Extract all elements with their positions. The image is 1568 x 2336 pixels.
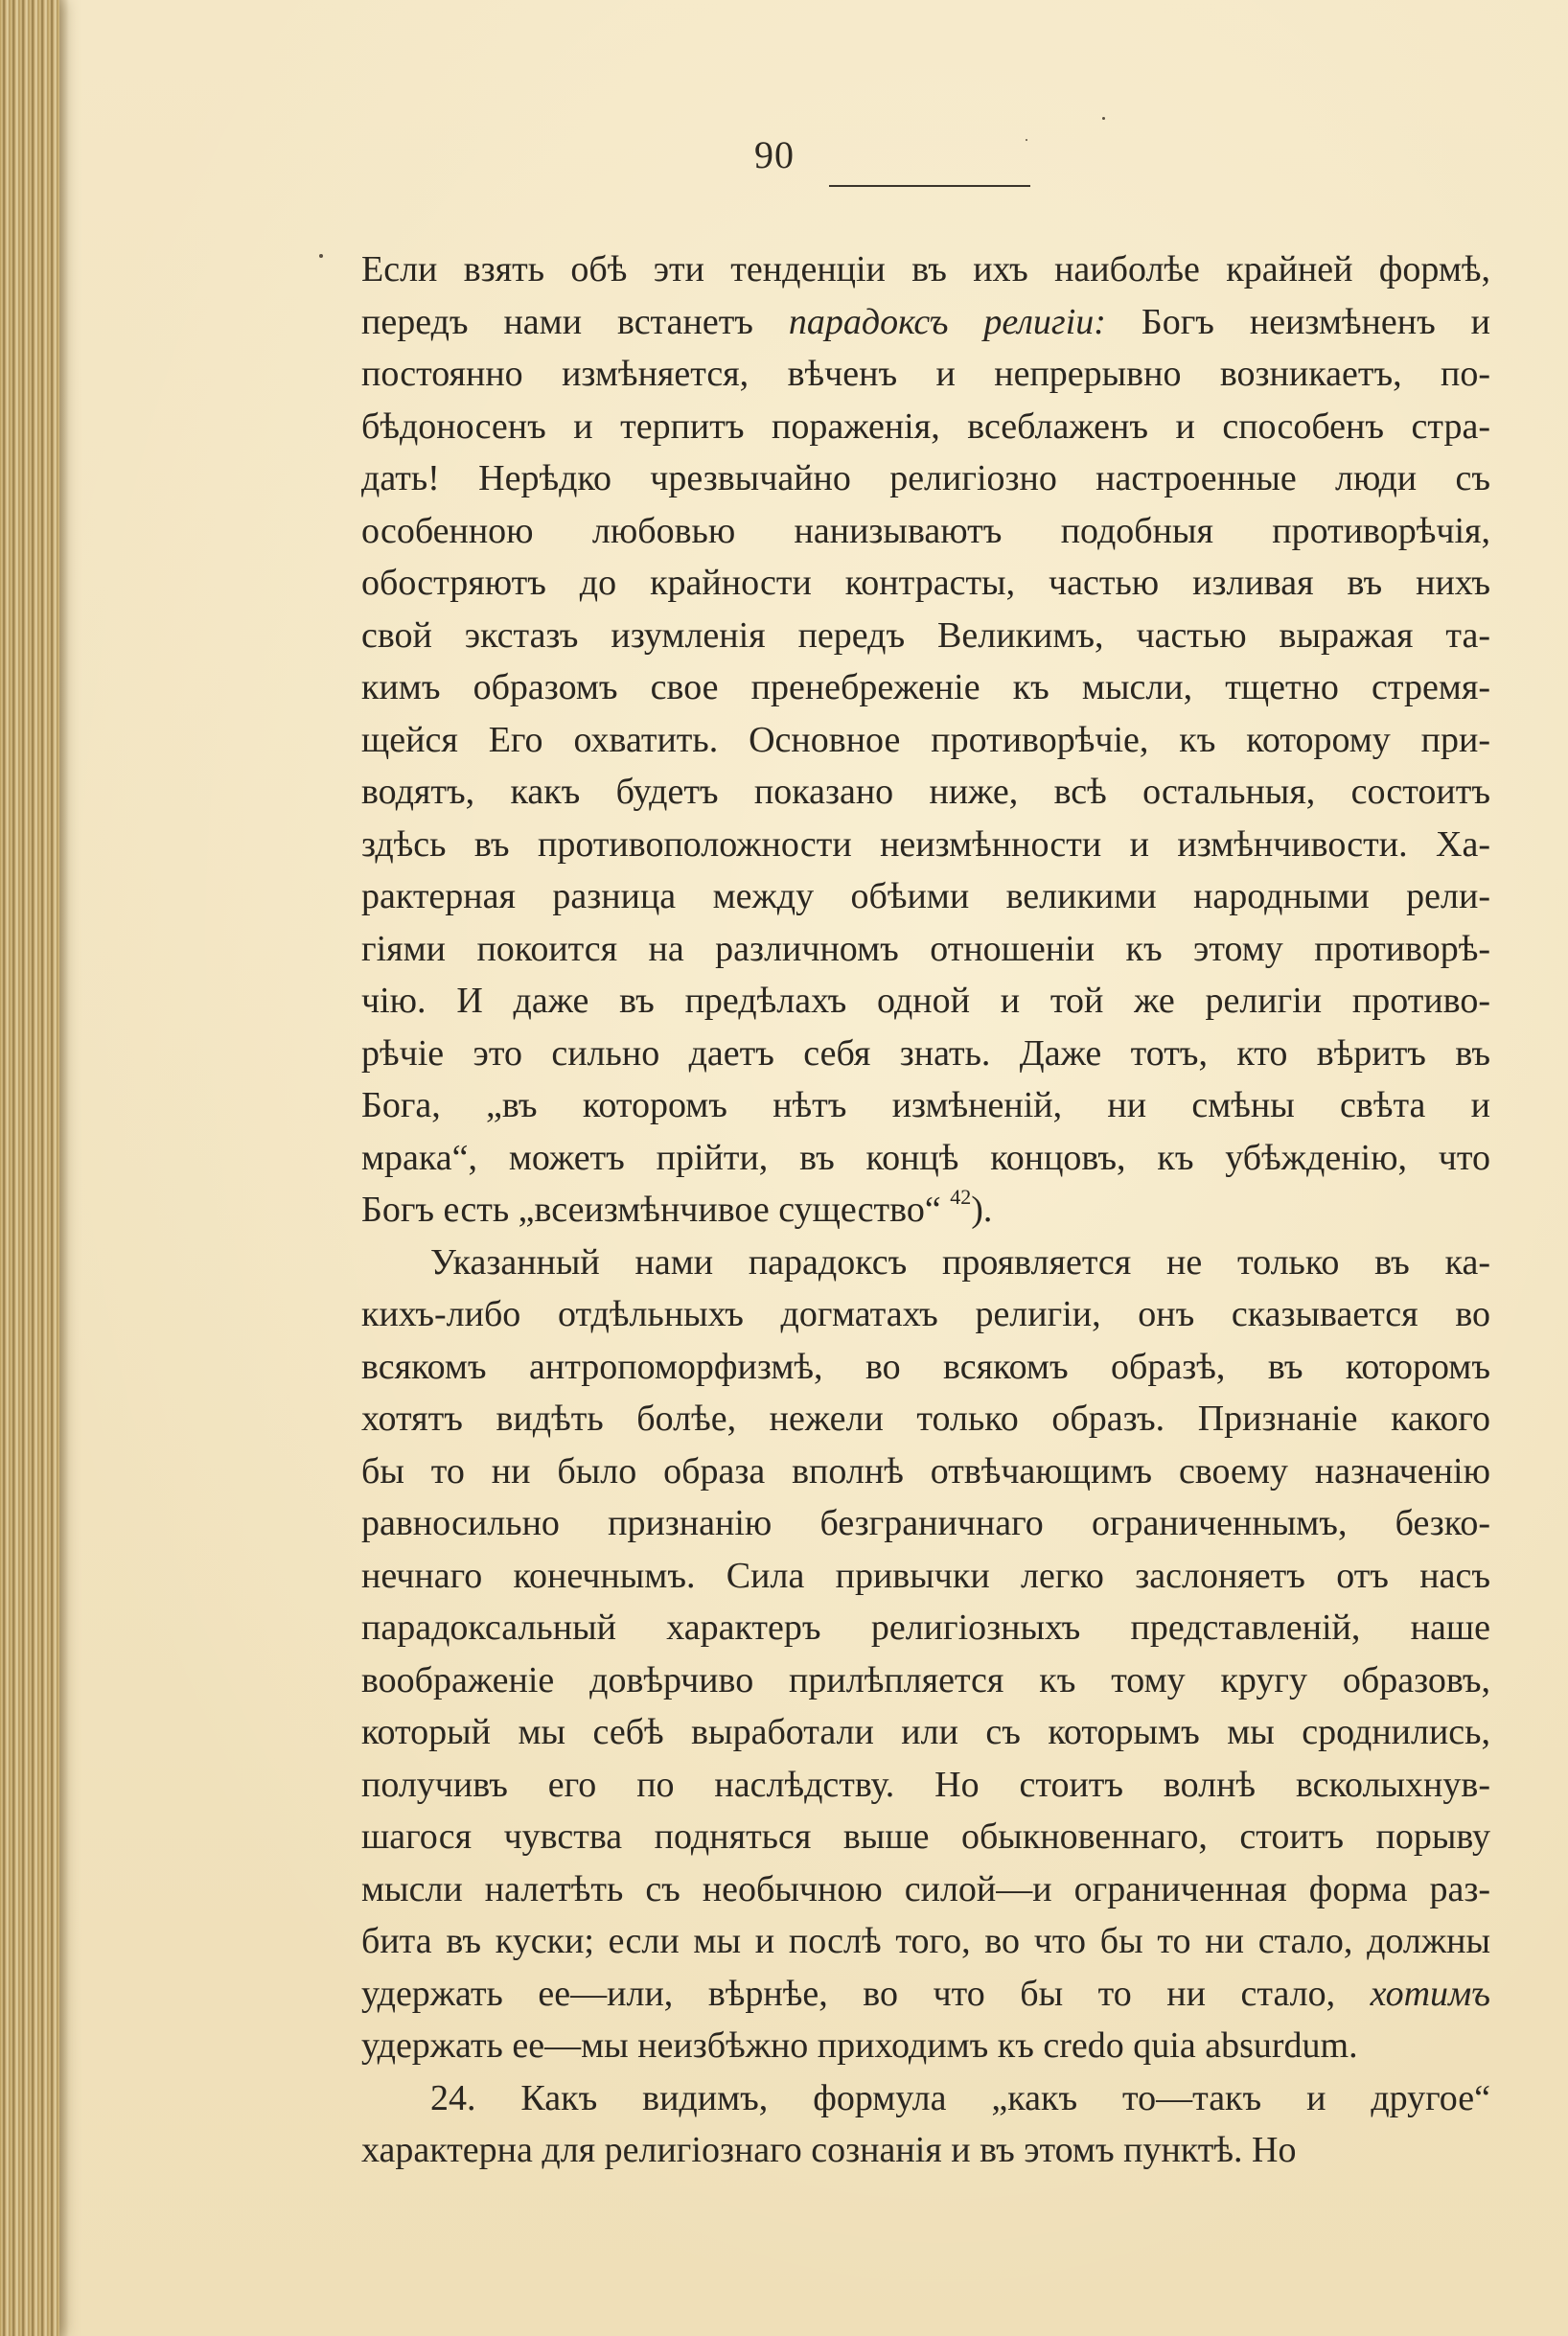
- text-segment: Богъ есть „всеизмѣнчивое существо“: [361, 1190, 951, 1230]
- header-rule: [829, 185, 1030, 187]
- text-segment: ).: [971, 1190, 993, 1230]
- text-line: [361, 1184, 1490, 1237]
- text-line: рѣчіе это сильно даетъ себя знать. Даже тотъ, кто вѣритъ въ: [361, 1032, 1490, 1074]
- text-line: парадоксальный характеръ религіозныхъ представленій, наше: [361, 1607, 1490, 1648]
- text-line: Бога, „въ которомъ нѣтъ измѣненій, ни смѣны свѣта и: [361, 1085, 1490, 1125]
- speck: [1026, 139, 1027, 141]
- text-line: постоянно измѣняется, вѣченъ и непрерывно возникаетъ, по-: [361, 354, 1490, 394]
- text-line: Указанный нами парадоксъ проявляется не только въ ка-: [430, 1241, 1490, 1283]
- speck: [1102, 117, 1105, 120]
- text-line: бѣдоносенъ и терпитъ пораженія, всеблаженъ и способенъ стра-: [361, 405, 1490, 447]
- text-line: свой экстазъ изумленія передъ Великимъ, частью выражая та-: [361, 614, 1490, 656]
- text-line: характерна для религіознаго сознанія и въ этомъ пунктѣ. Но: [361, 2130, 1297, 2170]
- text-line: равносильно признанію безграничнаго ограниченнымъ, безко-: [361, 1503, 1490, 1543]
- text-line: [361, 1968, 1490, 2021]
- text-line: воображеніе довѣрчиво прилѣпляется къ тому кругу образовъ,: [361, 1659, 1490, 1700]
- spine-shadow: [59, 0, 69, 2336]
- text-line: кимъ образомъ свое пренебреженіе къ мысли, тщетно стремя-: [361, 667, 1490, 707]
- text-line: бита въ куски; если мы и послѣ того, во что бы то ни стало, должны: [361, 1921, 1490, 1961]
- text-line: обостряютъ до крайности контрасты, частью изливая въ нихъ: [361, 563, 1490, 603]
- text-segment: удержать ее—или, вѣрнѣе, во что бы то ни стало,: [361, 1973, 1371, 2014]
- book-spine: [0, 0, 59, 2336]
- text-line: который мы себѣ выработали или съ которымъ мы сроднились,: [361, 1712, 1490, 1752]
- italic-term: парадоксъ религіи:: [788, 301, 1106, 342]
- body-text: [361, 243, 1490, 2177]
- footnote-ref[interactable]: 42: [950, 1185, 972, 1209]
- text-line: мрака“, можетъ прійти, въ концѣ концовъ, къ убѣжденію, что: [361, 1137, 1490, 1178]
- text-line: мысли налетѣть съ необычною силой—и ограниченная форма раз-: [361, 1868, 1490, 1909]
- text-line: бы то ни было образа вполнѣ отвѣчающимъ своему назначенію: [361, 1450, 1490, 1492]
- text-line: всякомъ антропоморфизмѣ, во всякомъ образѣ, въ которомъ: [361, 1346, 1490, 1387]
- text-segment: передъ нами встанетъ: [361, 301, 789, 342]
- text-line: рактерная разница между обѣими великими народными рели-: [361, 876, 1490, 916]
- text-line: водятъ, какъ будетъ показано ниже, всѣ остальныя, состоитъ: [361, 772, 1490, 812]
- text-line: получивъ его по наслѣдству. Но стоитъ волнѣ всколыхнув-: [361, 1764, 1490, 1805]
- text-line: нечнаго конечнымъ. Сила привычки легко заслоняетъ отъ насъ: [361, 1555, 1490, 1596]
- text-line: шагося чувства подняться выше обыкновеннаго, стоитъ порыву: [361, 1816, 1490, 1857]
- text-line: хотятъ видѣть болѣе, нежели только образъ. Признаніе какого: [361, 1399, 1490, 1439]
- text-line: удержать ее—мы неизбѣжно приходимъ къ credo quia absurdum.: [361, 2025, 1358, 2066]
- text-line: особенною любовью нанизываютъ подобныя противорѣчія,: [361, 510, 1490, 551]
- text-line: чію. И даже въ предѣлахъ одной и той же религіи противо-: [361, 981, 1490, 1021]
- italic-term: хотимъ: [1370, 1973, 1490, 2014]
- text-line: кихъ-либо отдѣльныхъ догматахъ религіи, онъ сказывается во: [361, 1294, 1490, 1334]
- text-line: дать! Нерѣдко чрезвычайно религіозно настроенные люди съ: [361, 458, 1490, 498]
- text-line: щейся Его охватить. Основное противорѣчіе, къ которому при-: [361, 719, 1490, 760]
- text-segment: Богъ неизмѣненъ и: [1105, 301, 1490, 342]
- text-line: 24. Какъ видимъ, формула „какъ то—такъ и другое“: [430, 2077, 1490, 2118]
- text-line: здѣсь въ противоположности неизмѣнности и измѣнчивости. Ха-: [361, 823, 1490, 865]
- text-line: Если взять обѣ эти тенденціи въ ихъ наиболѣе крайней формѣ,: [361, 249, 1490, 289]
- text-line: гіями покоится на различномъ отношеніи къ этому противорѣ-: [361, 928, 1490, 969]
- page-number: [0, 132, 1568, 177]
- text-line: [361, 296, 1490, 349]
- speck: [319, 254, 323, 258]
- page-number-text: 90: [754, 133, 795, 176]
